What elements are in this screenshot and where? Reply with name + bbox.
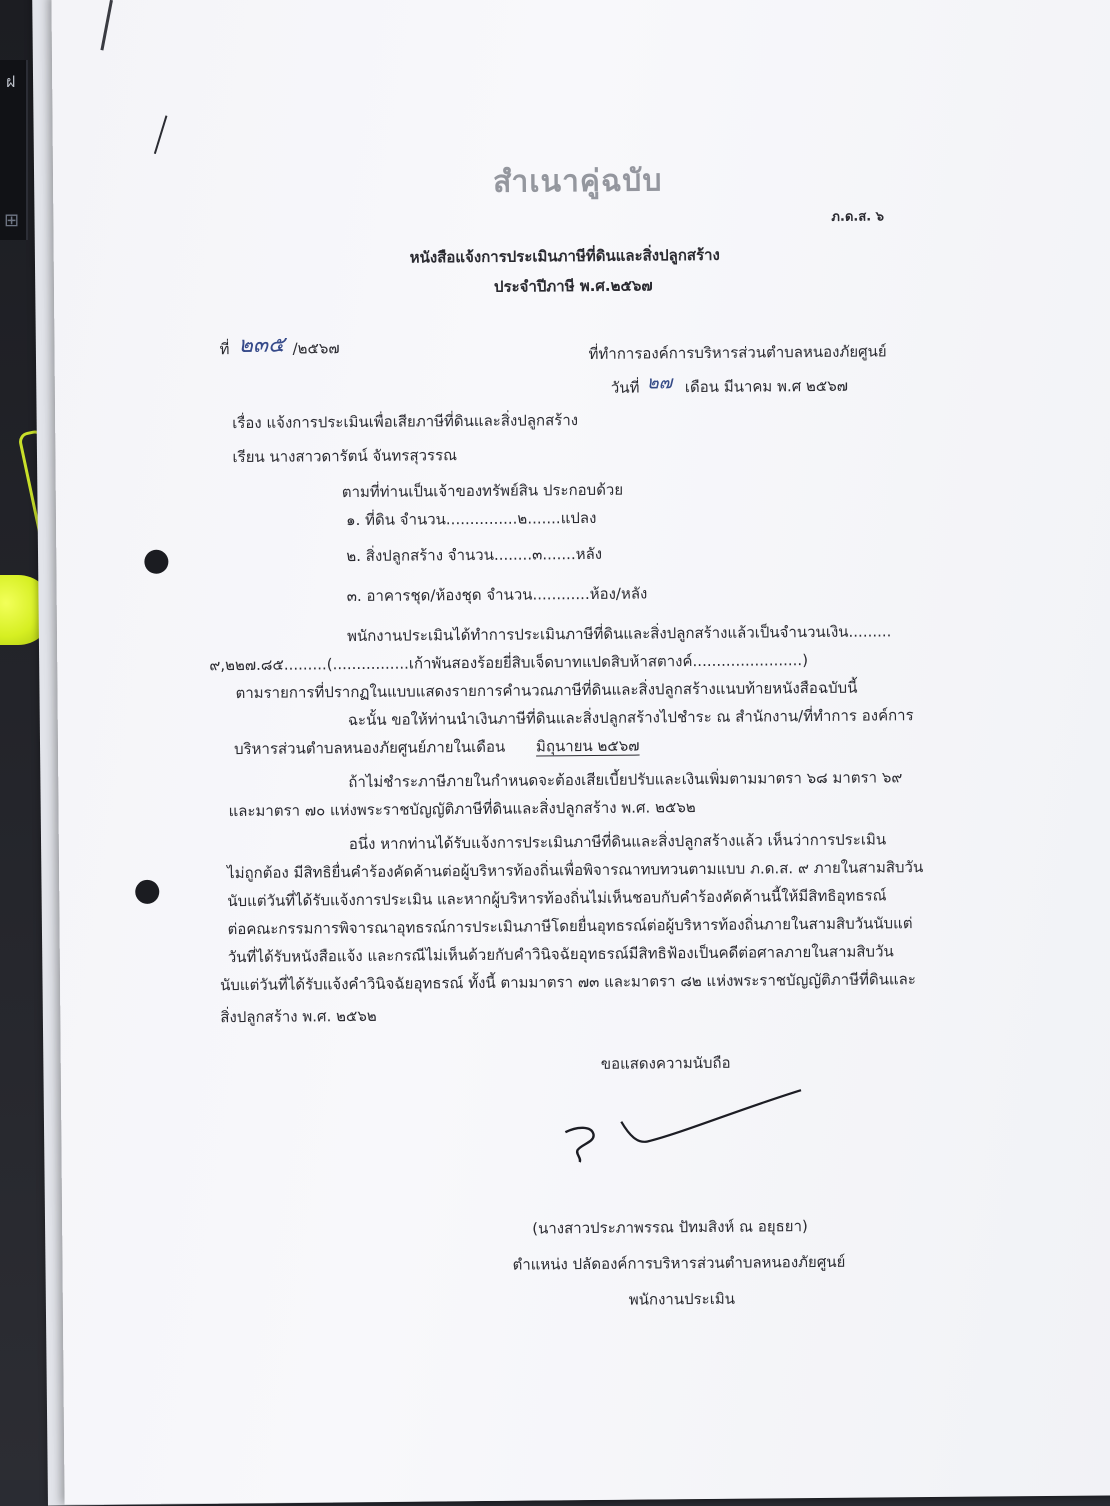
- windows-key-icon: ⊞: [4, 210, 20, 231]
- heading-line-1: หนังสือแจ้งการประเมินภาษีที่ดินและสิ่งปลูกสร้าง: [409, 245, 720, 267]
- pen-mark: [144, 112, 174, 158]
- penalty-line-2: และมาตรา ๗๐ แห่งพระราชบัญญัติภาษีที่ดินและสิ่งปลูกสร้าง พ.ศ. ๒๕๖๒: [228, 798, 696, 821]
- intro-line: ตามที่ท่านเป็นเจ้าของทรัพย์สิน ประกอบด้วย: [341, 480, 624, 502]
- appeal-line-2: ไม่ถูกต้อง มีสิทธิยื่นคำร้องคัดค้านต่อผู้บริหารท้องถิ่นเพื่อพิจารณาทบทวนตามแบบ ภ.ด.ส. ๙ ภายในสามสิบวัน: [227, 858, 924, 883]
- handwritten-signature: [551, 1084, 812, 1166]
- assessment-line-3: ตามรายการที่ปรากฏในแบบแสดงรายการคำนวณภาษีที่ดินและสิ่งปลูกสร้างแนบท้ายหนังสือฉบับนี้: [235, 678, 858, 703]
- payment-line-1: ฉะนั้น ขอให้ท่านนำเงินภาษีที่ดินและสิ่งปลูกสร้างไปชำระ ณ สำนักงาน/ที่ทำการ องค์การ: [347, 706, 914, 730]
- appeal-line-3: นับแต่วันที่ได้รับแจ้งการประเมิน และหากผู้บริหารท้องถิ่นไม่เห็นชอบกับคำร้องคัดค้านนี้ให้มีสิทธิอุทธรณ์: [227, 886, 887, 911]
- payment-due-month: มิถุนายน ๒๕๖๗: [535, 736, 640, 756]
- assessment-line-2: ๙,๒๒๗.๘๕.........(................เก้าพันสองร้อยยี่สิบเจ็ดบาทแปดสิบห้าสตางค์.......................): [209, 651, 809, 675]
- payment-line-2a: บริหารส่วนตำบลหนองภัยศูนย์ภายในเดือน: [233, 737, 506, 759]
- reference-handwritten-no: ๒๓๕: [238, 332, 285, 359]
- office-address: ที่ทำการองค์การบริหารส่วนตำบลหนองภัยศูนย์: [588, 342, 887, 363]
- punch-hole: [135, 880, 159, 904]
- closing-line: ขอแสดงความนับถือ: [600, 1053, 731, 1073]
- appeal-line-4: ต่อคณะกรรมการพิจารณาอุทธรณ์การประเมินภาษีโดยยื่นอุทธรณ์ต่อผู้บริหารท้องถิ่นภายในสามสิบวันนับแต่: [227, 914, 913, 939]
- property-item-condo: ๓. อาคารชุด/ห้องชุด จำนวน............ห้อง/หลัง: [346, 584, 648, 606]
- reference-suffix: /๒๕๖๗: [292, 339, 340, 358]
- reference-prefix: ที่: [219, 340, 230, 359]
- keyboard-edge: [0, 60, 28, 240]
- form-code: ภ.ด.ส. ๖: [831, 209, 885, 225]
- addressee-line: เรียน นางสาวดารัตน์ จันทรสุวรรณ: [232, 446, 458, 467]
- letter-page: [51, 0, 1110, 1505]
- signatory-role: พนักงานประเมิน: [628, 1289, 736, 1309]
- date-suffix: เดือน มีนาคม พ.ศ ๒๕๖๗: [684, 376, 849, 397]
- penalty-line-1: ถ้าไม่ชำระภาษีภายในกำหนดจะต้องเสียเบี้ยปรับและเงินเพิ่มตามมาตรา ๖๘ มาตรา ๖๙: [348, 768, 903, 792]
- property-item-land: ๑. ที่ดิน จำนวน...............๒.......แปลง: [345, 508, 597, 530]
- appeal-line-5: วันที่ได้รับหนังสือแจ้ง และกรณีไม่เห็นด้วยกับคำวินิจฉัยอุทธรณ์มีสิทธิฟ้องเป็นคดีต่อศาลภายในสามสิบวัน: [227, 942, 894, 967]
- appeal-line-1: อนึ่ง หากท่านได้รับแจ้งการประเมินภาษีที่ดินและสิ่งปลูกสร้างแล้ว เห็นว่าการประเมิน: [348, 830, 887, 854]
- copy-stamp-title: สำเนาคู่ฉบับ: [492, 163, 663, 200]
- date-day-handwritten: ๒๗: [646, 372, 673, 394]
- key-glyph: ฝ: [6, 72, 16, 91]
- assessment-line-1: พนักงานประเมินได้ทำการประเมินภาษีที่ดินและสิ่งปลูกสร้างแล้วเป็นจำนวนเงิน.........: [346, 622, 892, 646]
- signatory-name: (นางสาวประภาพรรณ ปัทมสิงห์ ณ อยุธยา): [532, 1217, 808, 1238]
- date-prefix: วันที่: [610, 378, 640, 397]
- pen-mark: [81, 0, 122, 54]
- appeal-line-6: นับแต่วันที่ได้รับแจ้งคำวินิจฉัยอุทธรณ์ ทั้งนี้ ตามมาตรา ๗๓ และมาตรา ๘๒ แห่งพระราชบัญญัติภาษีที่ดินและ: [220, 970, 916, 995]
- signatory-position: ตำแหน่ง ปลัดองค์การบริหารส่วนตำบลหนองภัยศูนย์: [512, 1252, 846, 1274]
- appeal-line-7: สิ่งปลูกสร้าง พ.ศ. ๒๕๖๒: [220, 1006, 377, 1027]
- property-item-buildings: ๒. สิ่งปลูกสร้าง จำนวน........๓.......หลัง: [346, 544, 603, 566]
- subject-line: เรื่อง แจ้งการประเมินเพื่อเสียภาษีที่ดินและสิ่งปลูกสร้าง: [232, 411, 579, 433]
- heading-line-2: ประจำปีภาษี พ.ศ.๒๕๖๗: [493, 276, 653, 296]
- punch-hole: [144, 550, 168, 574]
